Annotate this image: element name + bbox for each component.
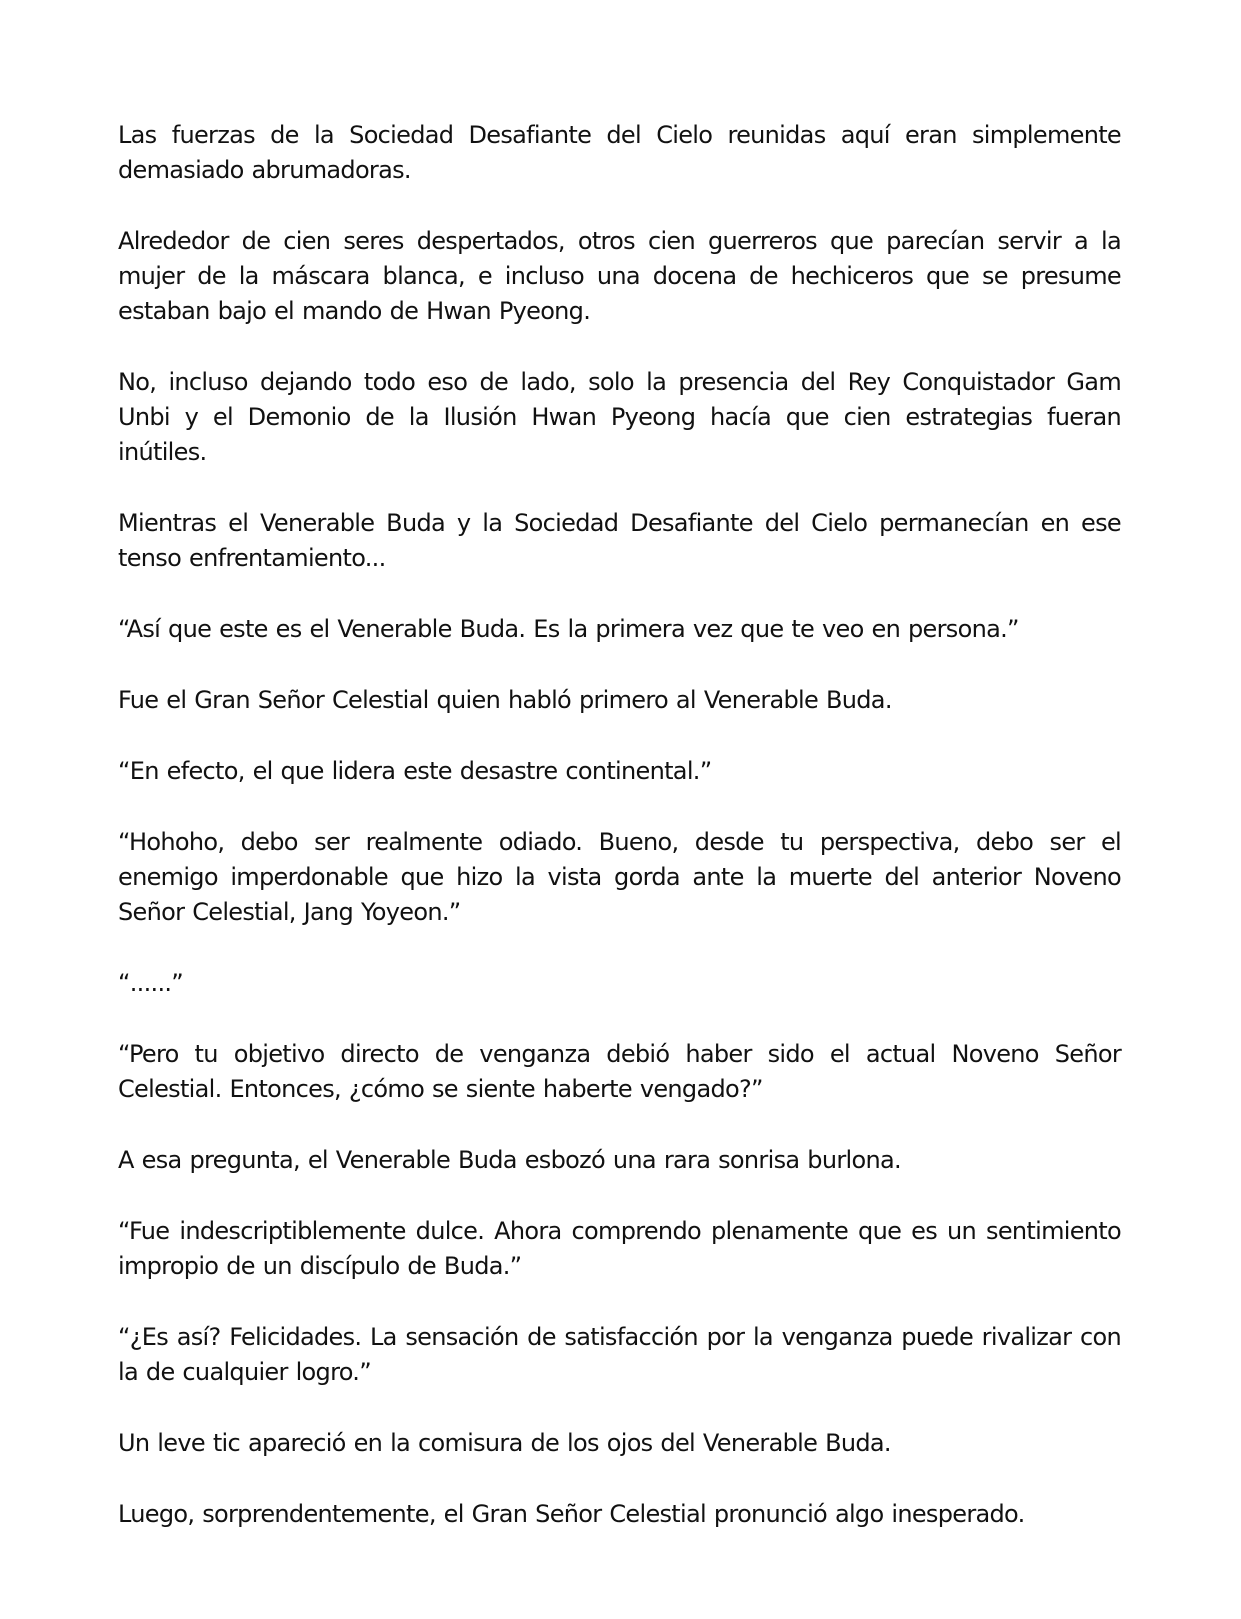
paragraph-4: Mientras el Venerable Buda y la Sociedad Desafiante del Cielo permanecían en ese tenso enfrentamiento... <box>118 509 1121 572</box>
paragraph-15: Luego, sorprendentemente, el Gran Señor Celestial pronunció algo inesperado. <box>118 1500 1025 1528</box>
paragraph-3: No, incluso dejando todo eso de lado, solo la presencia del Rey Conquistador Gam Unbi y el Demonio de la Ilusión Hwan Pyeong hacía que cien estrategias fueran inútiles. <box>118 368 1121 466</box>
paragraph-14: Un leve tic apareció en la comisura de los ojos del Venerable Buda. <box>118 1429 891 1457</box>
paragraph-7: “En efecto, el que lidera este desastre continental.” <box>118 757 712 785</box>
paragraph-5: “Así que este es el Venerable Buda. Es la primera vez que te veo en persona.” <box>118 615 1019 643</box>
paragraph-13: “¿Es así? Felicidades. La sensación de satisfacción por la venganza puede rivalizar con la de cualquier logro.” <box>118 1323 1121 1386</box>
document-body <box>118 118 1121 1568</box>
paragraph-12: “Fue indescriptiblemente dulce. Ahora comprendo plenamente que es un sentimiento impropio de un discípulo de Buda.” <box>118 1217 1121 1280</box>
paragraph-6: Fue el Gran Señor Celestial quien habló primero al Venerable Buda. <box>118 686 892 714</box>
paragraph-9: “......” <box>118 969 184 997</box>
paragraph-8: “Hohoho, debo ser realmente odiado. Bueno, desde tu perspectiva, debo ser el enemigo imperdonable que hizo la vista gorda ante la muerte del anterior Noveno Señor Celestial, Jang Yoyeon.” <box>118 828 1121 926</box>
paragraph-2: Alrededor de cien seres despertados, otros cien guerreros que parecían servir a la mujer de la máscara blanca, e incluso una docena de hechiceros que se presume estaban bajo el mando de Hwan Pyeong. <box>118 227 1121 325</box>
paragraph-11: A esa pregunta, el Venerable Buda esbozó una rara sonrisa burlona. <box>118 1146 901 1174</box>
paragraph-1: Las fuerzas de la Sociedad Desafiante del Cielo reunidas aquí eran simplemente demasiado abrumadoras. <box>118 121 1121 184</box>
paragraph-10: “Pero tu objetivo directo de venganza debió haber sido el actual Noveno Señor Celestial. Entonces, ¿cómo se siente haberte vengado?” <box>118 1040 1121 1103</box>
